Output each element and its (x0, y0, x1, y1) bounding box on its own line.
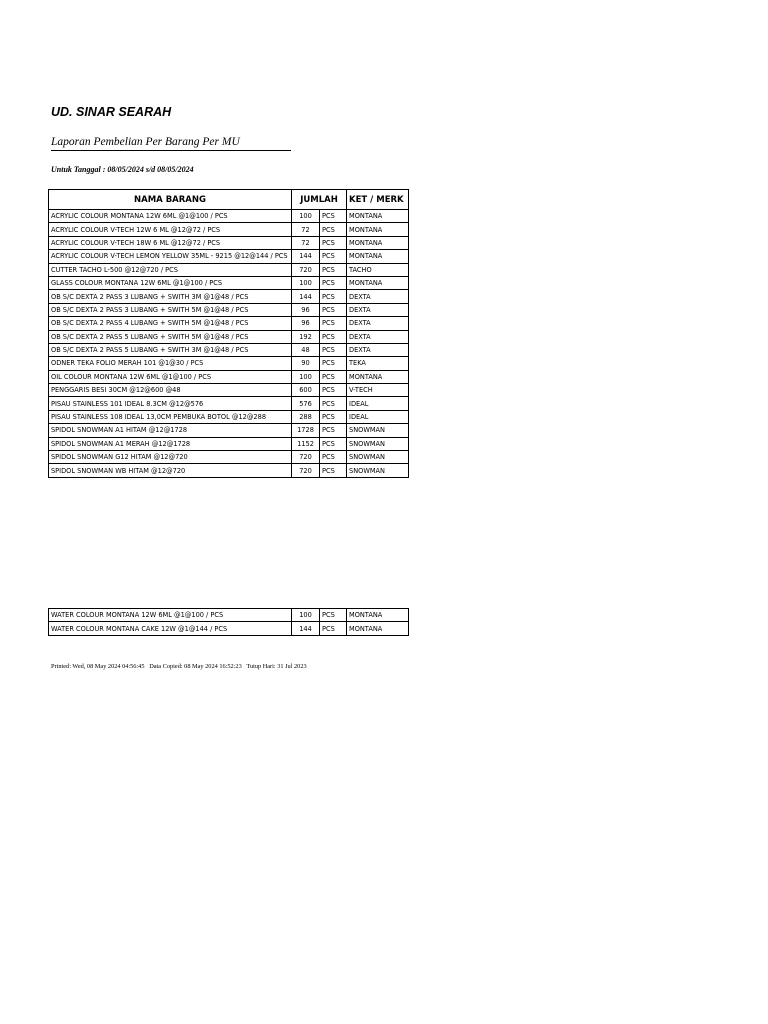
item-name-cell: PISAU STAINLESS 101 IDEAL 8.3CM @12@576 (49, 397, 292, 410)
report-title: Laporan Pembelian Per Barang Per MU (51, 136, 291, 151)
item-name-cell: OB S/C DEXTA 2 PASS 4 LUBANG + SWITH 5M @1@48 / PCS (49, 317, 292, 330)
item-name-cell: WATER COLOUR MONTANA CAKE 12W @1@144 / PCS (49, 622, 292, 635)
table-row (49, 357, 409, 370)
table-row (49, 250, 409, 263)
unit-cell: PCS (320, 424, 347, 437)
table-row (49, 370, 409, 383)
ket-cell: TEKA (347, 357, 409, 370)
ket-cell: MONTANA (347, 276, 409, 289)
ket-cell: DEXTA (347, 290, 409, 303)
item-name-cell: SPIDOL SNOWMAN A1 MERAH @12@1728 (49, 437, 292, 450)
unit-cell: PCS (320, 290, 347, 303)
ket-cell: SNOWMAN (347, 464, 409, 477)
ket-cell: MONTANA (347, 370, 409, 383)
unit-cell: PCS (320, 437, 347, 450)
unit-cell: PCS (320, 464, 347, 477)
item-name-cell: OB S/C DEXTA 2 PASS 3 LUBANG + SWITH 5M @1@48 / PCS (49, 303, 292, 316)
qty-cell: 96 (292, 317, 320, 330)
qty-cell: 288 (292, 410, 320, 423)
unit-cell: PCS (320, 410, 347, 423)
ket-cell: DEXTA (347, 303, 409, 316)
unit-cell: PCS (320, 384, 347, 397)
qty-cell: 100 (292, 276, 320, 289)
table-row (49, 343, 409, 356)
table-header-row (49, 190, 409, 210)
table-row (49, 451, 409, 464)
qty-cell: 96 (292, 303, 320, 316)
qty-cell: 720 (292, 263, 320, 276)
date-range: Untuk Tanggal : 08/05/2024 s/d 08/05/2024 (51, 165, 194, 174)
qty-cell: 720 (292, 451, 320, 464)
item-name-cell: GLASS COLOUR MONTANA 12W 6ML @1@100 / PCS (49, 276, 292, 289)
unit-cell: PCS (320, 451, 347, 464)
header-ket-merk: KET / MERK (347, 190, 409, 210)
item-name-cell: ACRYLIC COLOUR V-TECH 18W 6 ML @12@72 / PCS (49, 236, 292, 249)
table-row (49, 330, 409, 343)
qty-cell: 144 (292, 290, 320, 303)
ket-cell: DEXTA (347, 317, 409, 330)
qty-cell: 144 (292, 622, 320, 635)
item-name-cell: PISAU STAINLESS 108 IDEAL 13,0CM PEMBUKA BOTOL @12@288 (49, 410, 292, 423)
qty-cell: 192 (292, 330, 320, 343)
table-row (49, 609, 409, 622)
ket-cell: MONTANA (347, 250, 409, 263)
table-row (49, 210, 409, 223)
ket-cell: DEXTA (347, 330, 409, 343)
item-name-cell: PENGGARIS BESI 30CM @12@600 @48 (49, 384, 292, 397)
ket-cell: SNOWMAN (347, 437, 409, 450)
ket-cell: SNOWMAN (347, 451, 409, 464)
item-name-cell: OIL COLOUR MONTANA 12W 6ML @1@100 / PCS (49, 370, 292, 383)
table-body-continued (49, 609, 409, 636)
item-name-cell: ODNER TEKA FOLIO MERAH 101 @1@30 / PCS (49, 357, 292, 370)
header-jumlah: JUMLAH (292, 190, 347, 210)
ket-cell: V-TECH (347, 384, 409, 397)
ket-cell: SNOWMAN (347, 424, 409, 437)
ket-cell: MONTANA (347, 622, 409, 635)
unit-cell: PCS (320, 317, 347, 330)
ket-cell: DEXTA (347, 343, 409, 356)
qty-cell: 720 (292, 464, 320, 477)
qty-cell: 1152 (292, 437, 320, 450)
print-footer: Printed: Wed, 08 May 2024 04:56:45 Data Copied: 08 May 2024 16:52:23 Tutup Hari: 31 Jul 2023 (51, 663, 307, 670)
qty-cell: 72 (292, 236, 320, 249)
qty-cell: 90 (292, 357, 320, 370)
table-row (49, 622, 409, 635)
table-row (49, 276, 409, 289)
item-name-cell: ACRYLIC COLOUR V-TECH 12W 6 ML @12@72 / PCS (49, 223, 292, 236)
table-row (49, 263, 409, 276)
qty-cell: 100 (292, 370, 320, 383)
unit-cell: PCS (320, 236, 347, 249)
table-row (49, 384, 409, 397)
unit-cell: PCS (320, 397, 347, 410)
ket-cell: MONTANA (347, 223, 409, 236)
company-name: UD. SINAR SEARAH (51, 105, 172, 119)
unit-cell: PCS (320, 263, 347, 276)
qty-cell: 72 (292, 223, 320, 236)
table-row (49, 303, 409, 316)
header-nama-barang: NAMA BARANG (49, 190, 292, 210)
item-name-cell: CUTTER TACHO L-500 @12@720 / PCS (49, 263, 292, 276)
item-name-cell: SPIDOL SNOWMAN WB HITAM @12@720 (49, 464, 292, 477)
ket-cell: MONTANA (347, 236, 409, 249)
ket-cell: IDEAL (347, 410, 409, 423)
qty-cell: 144 (292, 250, 320, 263)
qty-cell: 100 (292, 210, 320, 223)
ket-cell: MONTANA (347, 210, 409, 223)
unit-cell: PCS (320, 357, 347, 370)
unit-cell: PCS (320, 250, 347, 263)
qty-cell: 600 (292, 384, 320, 397)
unit-cell: PCS (320, 210, 347, 223)
unit-cell: PCS (320, 223, 347, 236)
unit-cell: PCS (320, 276, 347, 289)
table-row (49, 464, 409, 477)
table-row (49, 410, 409, 423)
table-row (49, 397, 409, 410)
item-name-cell: WATER COLOUR MONTANA 12W 6ML @1@100 / PCS (49, 609, 292, 622)
unit-cell: PCS (320, 609, 347, 622)
table-row (49, 223, 409, 236)
purchase-table-continued (48, 608, 409, 636)
item-name-cell: SPIDOL SNOWMAN A1 HITAM @12@1728 (49, 424, 292, 437)
item-name-cell: ACRYLIC COLOUR MONTANA 12W 6ML @1@100 / PCS (49, 210, 292, 223)
unit-cell: PCS (320, 330, 347, 343)
qty-cell: 576 (292, 397, 320, 410)
table-row (49, 424, 409, 437)
ket-cell: IDEAL (347, 397, 409, 410)
unit-cell: PCS (320, 622, 347, 635)
table-row (49, 317, 409, 330)
table-row (49, 437, 409, 450)
item-name-cell: OB S/C DEXTA 2 PASS 3 LUBANG + SWITH 3M @1@48 / PCS (49, 290, 292, 303)
item-name-cell: OB S/C DEXTA 2 PASS 5 LUBANG + SWITH 5M @1@48 / PCS (49, 330, 292, 343)
item-name-cell: SPIDOL SNOWMAN G12 HITAM @12@720 (49, 451, 292, 464)
qty-cell: 100 (292, 609, 320, 622)
ket-cell: MONTANA (347, 609, 409, 622)
qty-cell: 48 (292, 343, 320, 356)
item-name-cell: ACRYLIC COLOUR V-TECH LEMON YELLOW 35ML - 9215 @12@144 / PCS (49, 250, 292, 263)
item-name-cell: OB S/C DEXTA 2 PASS 5 LUBANG + SWITH 3M @1@48 / PCS (49, 343, 292, 356)
table-body (49, 210, 409, 478)
table-row (49, 290, 409, 303)
qty-cell: 1728 (292, 424, 320, 437)
unit-cell: PCS (320, 303, 347, 316)
ket-cell: TACHO (347, 263, 409, 276)
unit-cell: PCS (320, 343, 347, 356)
unit-cell: PCS (320, 370, 347, 383)
purchase-table (48, 189, 409, 478)
table-row (49, 236, 409, 249)
